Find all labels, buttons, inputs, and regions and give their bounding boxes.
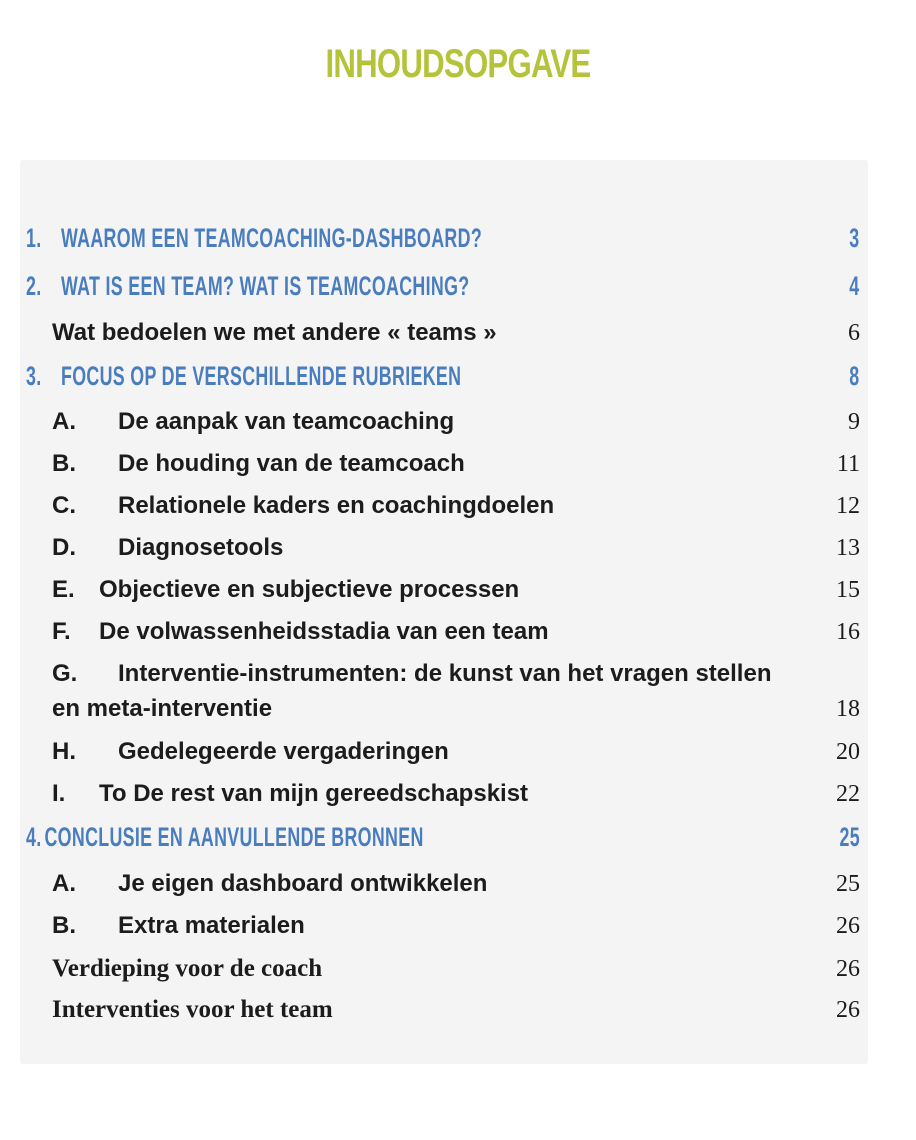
toc-page-number: 8 (849, 361, 860, 391)
toc-page-number: 22 (836, 781, 860, 807)
toc-entry-label (52, 449, 465, 479)
toc-page-number: 4 (849, 271, 860, 301)
toc-entry-title: Je eigen dashboard ontwikkelen (118, 870, 488, 897)
toc-entry-3g[interactable] (0, 657, 916, 727)
toc-entry-label (52, 779, 528, 809)
toc-entry-title: WAAROM EEN TEAMCOACHING-DASHBOARD? (60, 223, 483, 253)
toc-page-number: 6 (848, 320, 860, 346)
toc-page-number: 18 (836, 696, 860, 722)
toc-entry-letter: A. (52, 408, 76, 435)
toc-page-number: 20 (836, 739, 860, 765)
toc-page-number: 12 (836, 493, 860, 519)
toc-entry-letter: F. (52, 618, 71, 645)
toc-entry-title: Extra materialen (118, 912, 305, 939)
toc-entry-label (52, 533, 283, 563)
toc-entry-label (52, 407, 454, 437)
toc-entry-title: Interventie-instrumenten: de kunst van het vragen stellen (118, 660, 772, 687)
toc-entry-title: De volwassenheidsstadia van een team (99, 618, 549, 645)
toc-page-number: 3 (849, 223, 860, 253)
toc-entry-label (52, 911, 305, 941)
toc-page-number: 16 (836, 619, 860, 645)
page-title: INHOUDSOPGAVE (325, 42, 591, 86)
toc-page-number: 11 (836, 451, 860, 477)
toc-page-number: 26 (836, 956, 860, 982)
toc-entry-title: Wat bedoelen we met andere « teams » (52, 319, 497, 346)
toc-entry-letter: D. (52, 534, 76, 561)
toc-page-number: 26 (836, 997, 860, 1023)
toc-page-number: 25 (839, 822, 860, 852)
toc-entry-number: 3. (26, 361, 42, 391)
toc-page-number: 15 (836, 577, 860, 603)
toc-entry-label (52, 737, 449, 767)
toc-entry-title: CONCLUSIE EN AANVULLENDE BRONNEN (44, 822, 424, 852)
toc-entry-label (26, 360, 461, 392)
toc-entry-title: De aanpak van teamcoaching (118, 408, 455, 435)
toc-entry-letter: A. (52, 870, 76, 897)
toc-entry-title: Verdieping voor de coach (52, 955, 323, 982)
toc-entry-label (52, 575, 519, 605)
toc-page-number: 25 (836, 871, 860, 897)
toc-entry-title: Gedelegeerde vergaderingen (118, 738, 449, 765)
toc-entry-letter: E. (52, 576, 75, 603)
toc-entry-label (26, 821, 424, 853)
toc-entry-label (52, 869, 487, 899)
toc-entry-title: FOCUS OP DE VERSCHILLENDE RUBRIEKEN (60, 361, 462, 391)
toc-entry-letter: G. (52, 660, 78, 687)
toc-entry-letter: C. (52, 492, 76, 519)
toc-entry-label (26, 270, 470, 302)
toc-entry-title: Relationele kaders en coachingdoelen (118, 492, 555, 519)
toc-entry-number: 2. (26, 271, 42, 301)
toc-entry-title: Objectieve en subjectieve processen (99, 576, 520, 603)
toc-entry-number: 4. (26, 822, 42, 852)
toc-entry-letter: B. (52, 912, 76, 939)
toc-entry-title: WAT IS EEN TEAM? WAT IS TEAMCOACHING? (60, 271, 470, 301)
toc-entry-label (52, 657, 771, 691)
toc-page-number: 26 (836, 913, 860, 939)
toc-page-number: 9 (848, 409, 860, 435)
toc-entry-title-continued: en meta-interventie (52, 695, 273, 722)
toc-entry-letter: I. (52, 780, 66, 807)
toc-entry-number: 1. (26, 223, 42, 253)
toc-entry-letter: H. (52, 738, 76, 765)
toc-entry-letter: B. (52, 450, 76, 477)
toc-entry-label (26, 222, 482, 254)
toc-entry-title: Diagnosetools (118, 534, 284, 561)
toc-entry-label (52, 617, 549, 647)
toc-entry-title: Interventies voor het team (52, 996, 333, 1023)
toc-page-number: 13 (836, 535, 860, 561)
toc-entry-title: To De rest van mijn gereedschapskist (99, 780, 529, 807)
toc-entry-label (52, 491, 554, 521)
toc-entry-title: De houding van de teamcoach (118, 450, 465, 477)
